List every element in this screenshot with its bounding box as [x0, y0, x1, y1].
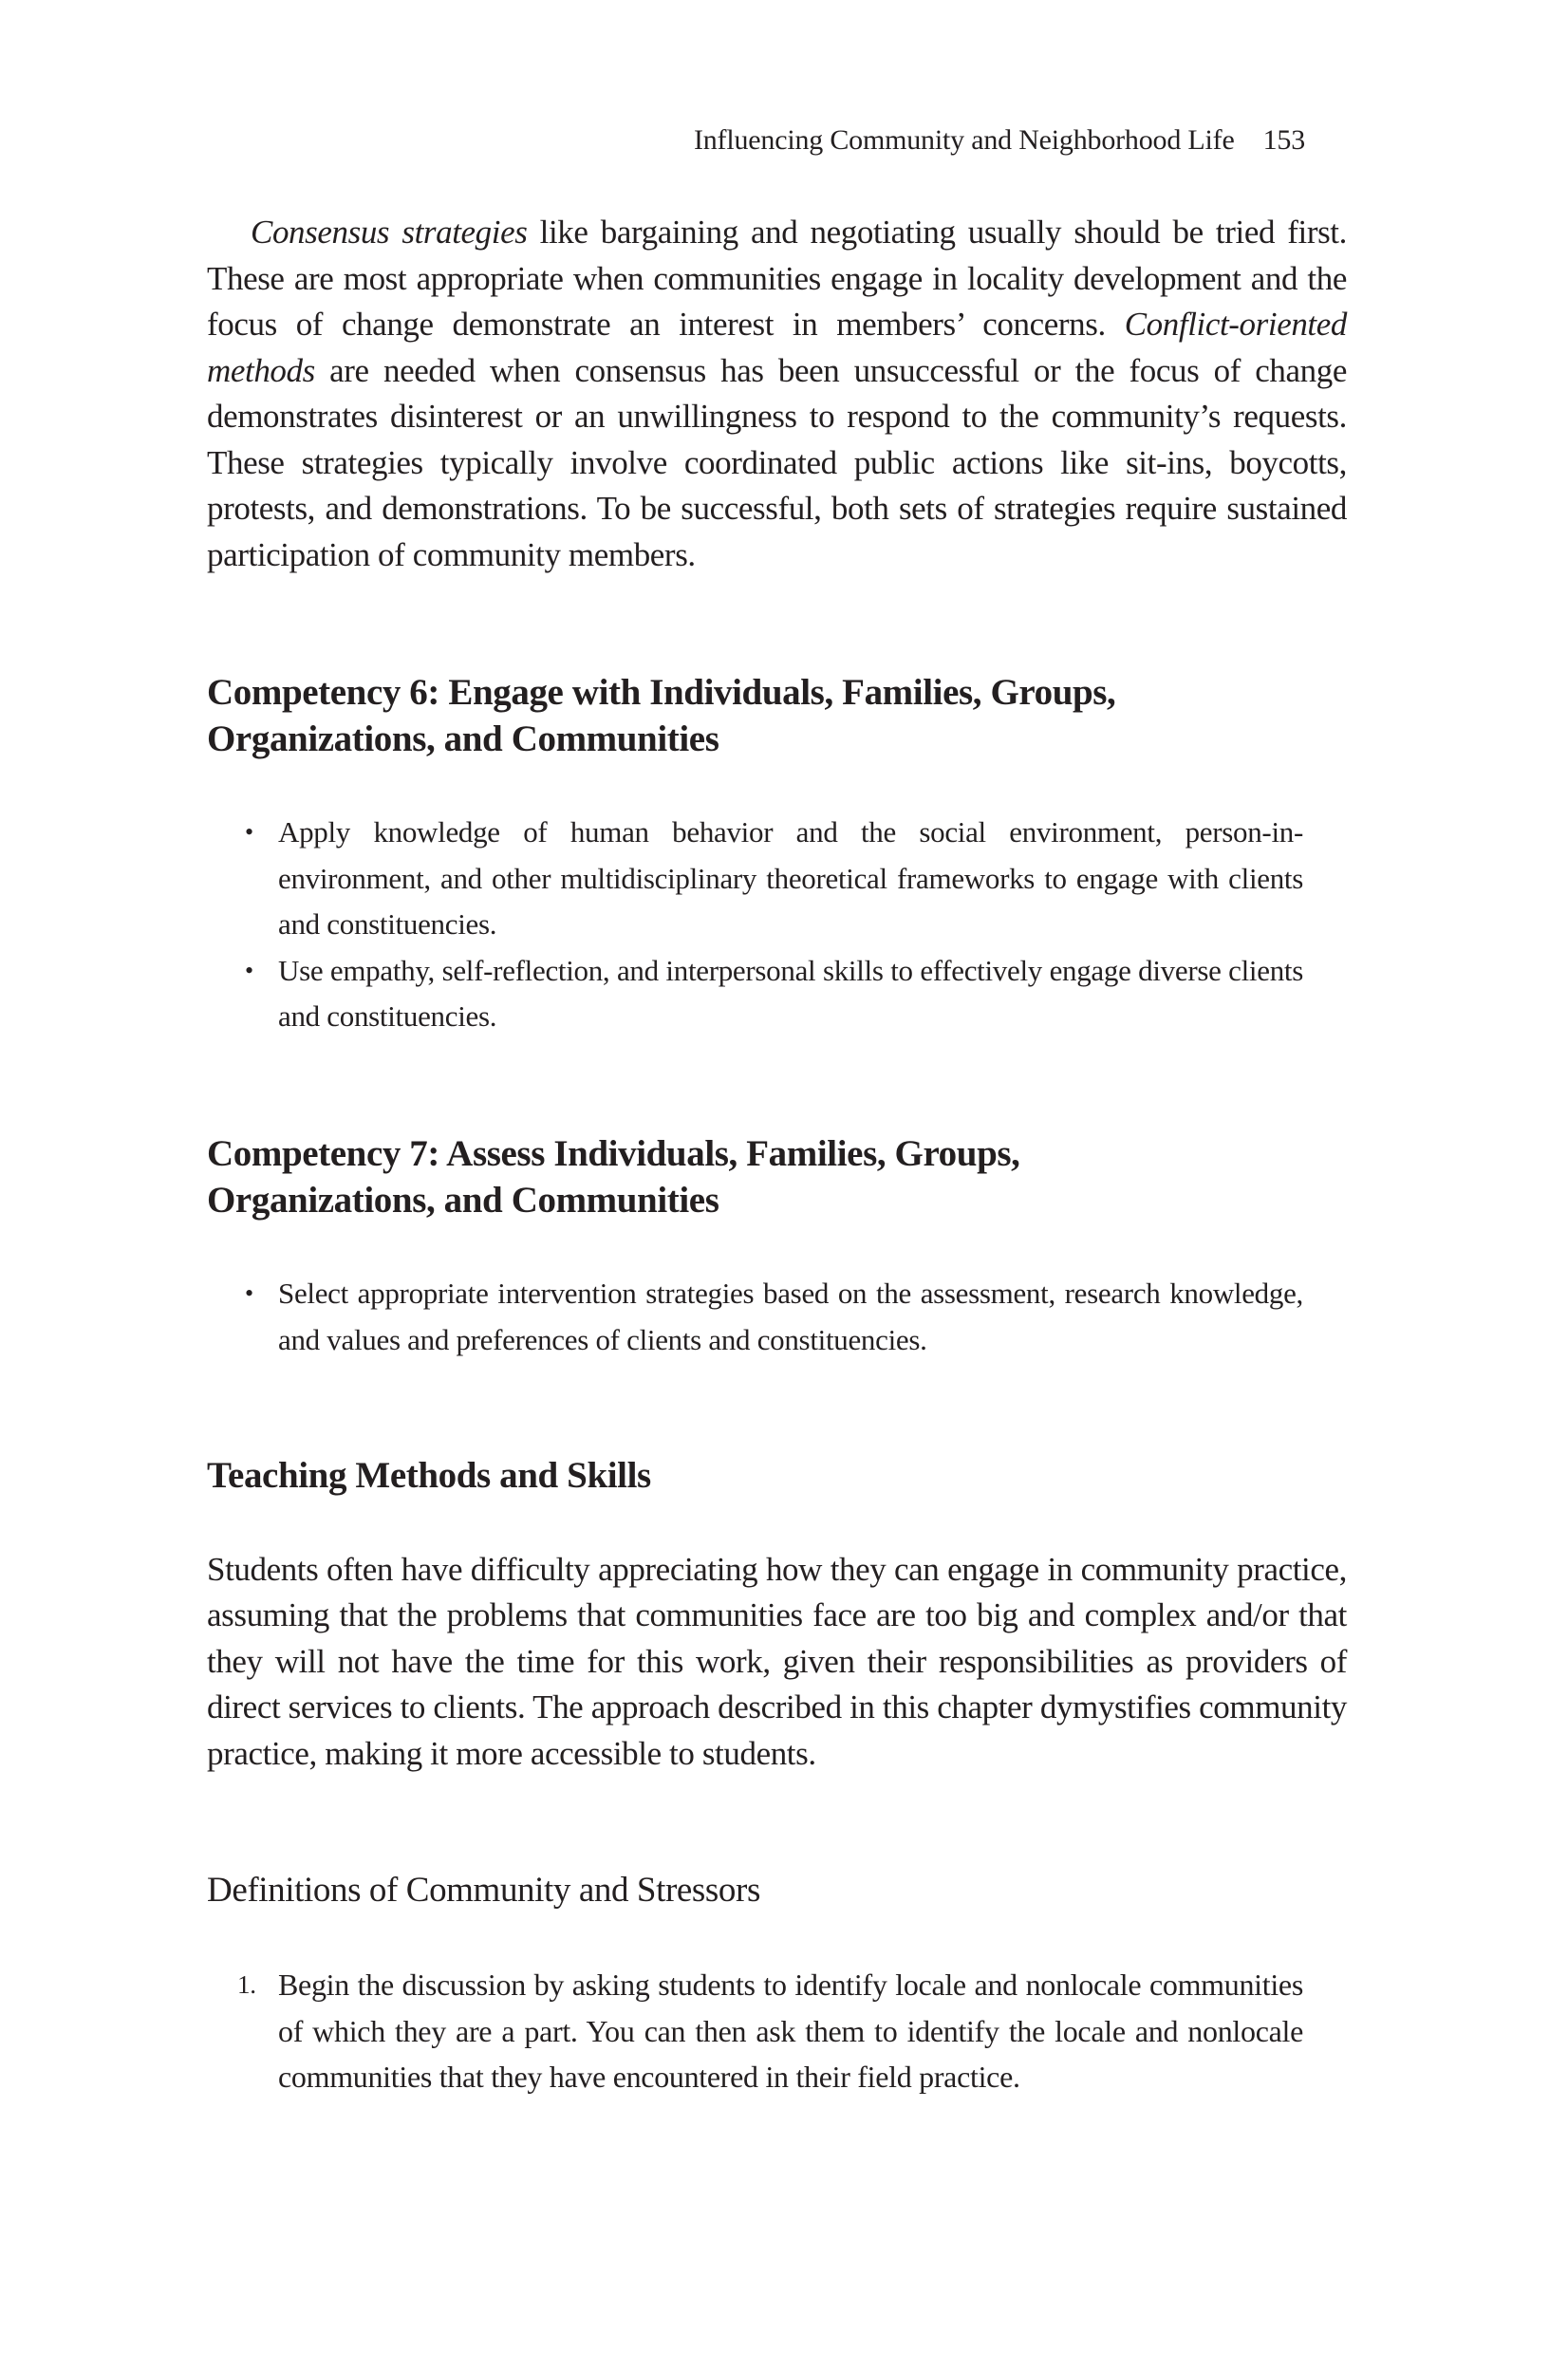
competency-7-heading	[207, 1131, 1347, 1223]
list-item	[207, 1271, 1347, 1363]
bullet-icon: •	[245, 1279, 253, 1307]
running-head	[0, 121, 1305, 159]
competency-6-section	[207, 670, 1347, 1040]
teaching-section	[207, 1453, 1347, 1777]
heading-line: Competency 6: Engage with Individuals, Families, Groups,	[207, 672, 1116, 713]
competency-6-list	[207, 810, 1347, 1040]
term-conflict-oriented-methods: Conflict-oriented methods	[207, 306, 1347, 389]
list-item	[207, 948, 1347, 1040]
running-head-title: Influencing Community and Neighborhood Life	[693, 124, 1235, 156]
page-number: 153	[1262, 124, 1305, 156]
bullet-icon: •	[245, 956, 253, 984]
intro-section	[207, 210, 1347, 578]
term-consensus-strategies: Consensus strategies	[251, 214, 528, 251]
teaching-paragraph: Students often have difficulty appreciating how they can engage in community practice, assuming that the problems that communities face are too big and complex and/or that they will not have the time for this work, given their responsibilities as providers of direct services to clients. The approach described in this chapter dymystifies community practice, making it more accessible to students.	[207, 1550, 1347, 1772]
teaching-heading: Teaching Methods and Skills	[207, 1455, 651, 1496]
intro-text-1: like bargaining and negotiating usually should be tried first. These are most appropriate when communities engage in locality development and the focus of change demonstrate an interest in members’ concerns.	[207, 214, 1347, 343]
list-number: 1.	[237, 1970, 256, 1999]
intro-paragraph	[207, 210, 1347, 578]
bullet-icon: •	[245, 818, 253, 846]
list-item-text: Begin the discussion by asking students to identify locale and nonlocale communities of which they are a part. You can then ask them to identify the locale and nonlocale communities that they have encountered in their field practice.	[278, 1968, 1303, 2094]
heading-line: Organizations, and Communities	[207, 718, 719, 759]
list-item-text: Use empathy, self-reflection, and interpersonal skills to effectively engage diverse clients and constituencies.	[278, 953, 1303, 1033]
competency-7-section	[207, 1131, 1347, 1363]
heading-line: Competency 7: Assess Individuals, Families, Groups,	[207, 1133, 1020, 1174]
list-item-text: Apply knowledge of human behavior and the social environment, person-in-environment, and other multidisciplinary theoretical frameworks to engage with clients and constituencies.	[278, 815, 1303, 941]
list-item-text: Select appropriate intervention strategies based on the assessment, research knowledge, and values and preferences of clients and constituencies.	[278, 1277, 1303, 1356]
competency-7-list	[207, 1271, 1347, 1363]
list-item	[207, 1962, 1347, 2100]
heading-line: Organizations, and Communities	[207, 1179, 719, 1221]
definitions-subheading: Definitions of Community and Stressors	[207, 1871, 760, 1910]
definitions-section	[207, 1868, 1347, 2100]
list-item	[207, 810, 1347, 948]
definitions-list	[207, 1962, 1347, 2100]
intro-text-2: are needed when consensus has been unsuccessful or the focus of change demonstrates disinterest or an unwillingness to respond to the community’s requests. These strategies typically involve coordinated public actions like sit-ins, boycotts, protests, and demonstrations. To be successful, both sets of strategies require sustained participation of community members.	[207, 351, 1347, 573]
competency-6-heading	[207, 670, 1347, 762]
